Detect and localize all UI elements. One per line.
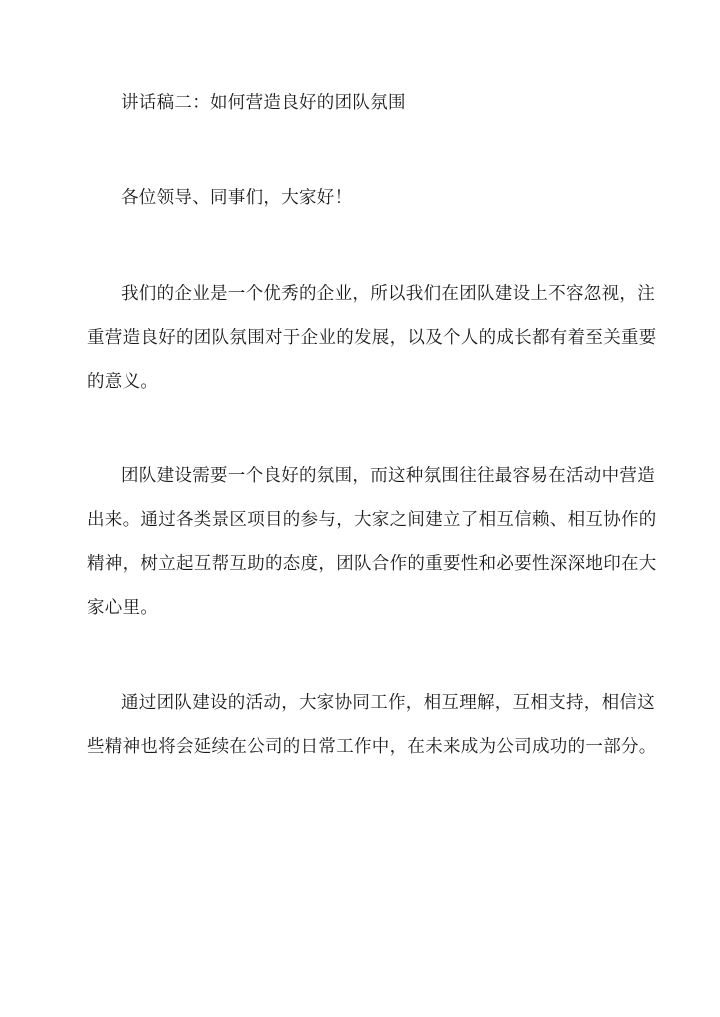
greeting-line: 各位领导、同事们，大家好！: [121, 188, 353, 208]
paragraph-line: 家心里。: [87, 598, 159, 618]
paragraph-line: 出来。通过各类景区项目的参与，大家之间建立了相互信赖、相互协作的: [87, 510, 657, 530]
paragraph-line: 我们的企业是一个优秀的企业，所以我们在团队建设上不容忽视，注: [121, 284, 655, 304]
paragraph-line: 通过团队建设的活动，大家协同工作，相互理解，互相支持，相信这: [121, 693, 655, 713]
document-title: 讲话稿二：如何营造良好的团队氛围: [121, 93, 406, 113]
paragraph-line: 些精神也将会延续在公司的日常工作中，在未来成为公司成功的一部分。: [87, 737, 657, 757]
paragraph-line: 重营造良好的团队氛围对于企业的发展，以及个人的成长都有着至关重要: [87, 328, 657, 348]
paragraph-line: 精神，树立起互帮互助的态度，团队合作的重要性和必要性深深地印在大: [87, 554, 657, 574]
paragraph-line: 的意义。: [87, 372, 159, 392]
paragraph-line: 团队建设需要一个良好的氛围，而这种氛围往往最容易在活动中营造: [121, 466, 655, 486]
